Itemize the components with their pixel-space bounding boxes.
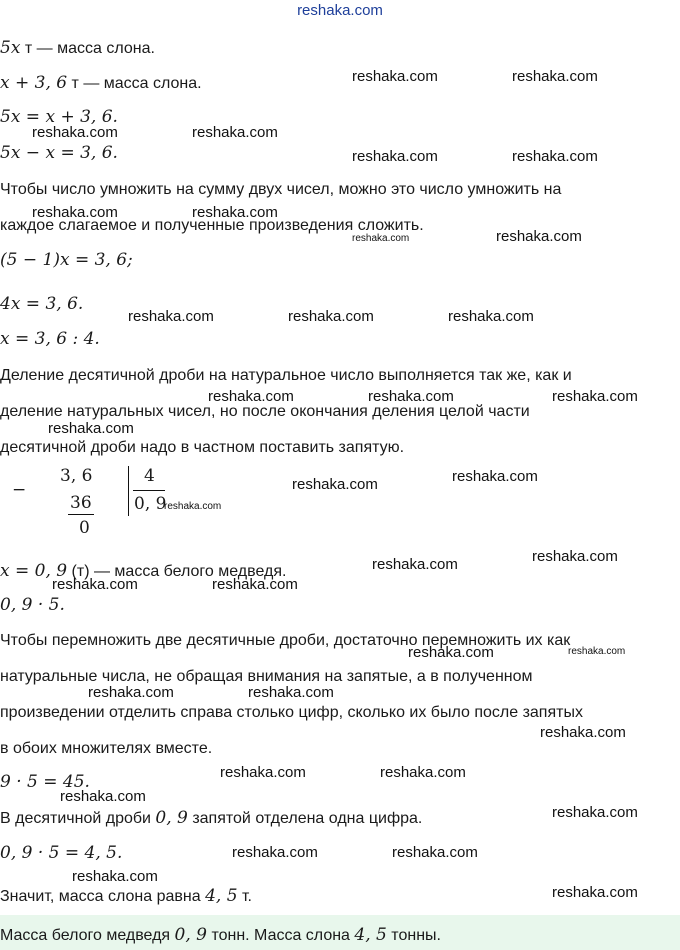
- rule-division-1: [0, 366, 572, 386]
- text: тонн. Масса слона: [207, 927, 355, 944]
- math: (5 − 1)x = 3, 6;: [0, 250, 133, 270]
- watermark: reshaka.com: [164, 501, 222, 512]
- watermark: reshaka.com: [288, 308, 374, 325]
- watermark: reshaka.com: [128, 308, 214, 325]
- text: Масса белого медведя: [0, 927, 175, 944]
- watermark: reshaka.com: [448, 308, 534, 325]
- equation-6: [0, 595, 65, 616]
- text: (т) — масса белого медведя.: [67, 563, 287, 580]
- text: каждое слагаемое и полученные произведения сложить.: [0, 217, 424, 234]
- text: В десятичной дроби: [0, 810, 156, 827]
- math: x = 0, 9: [0, 561, 68, 581]
- watermark: reshaka.com: [368, 388, 454, 405]
- text: т — масса слона.: [20, 40, 155, 57]
- watermark: reshaka.com: [552, 884, 638, 901]
- watermark: reshaka.com: [220, 764, 306, 781]
- rule-division-3: [0, 438, 404, 458]
- divisor: 4: [144, 466, 155, 486]
- watermark: reshaka.com: [512, 68, 598, 85]
- math: 9 · 5 = 45.: [0, 772, 90, 792]
- watermark: reshaka.com: [552, 388, 638, 405]
- text: тонны.: [386, 927, 441, 944]
- text: т — масса слона.: [67, 75, 202, 92]
- equation-4: [0, 294, 83, 315]
- rule-multiply-4: [0, 739, 212, 759]
- math: 0, 9 · 5 = 4, 5.: [0, 843, 123, 863]
- site-logo[interactable]: reshaka.com: [297, 2, 383, 19]
- math: x = 3, 6 : 4.: [0, 329, 100, 349]
- math: 4, 5: [205, 886, 238, 906]
- watermark: reshaka.com: [232, 844, 318, 861]
- watermark: reshaka.com: [372, 556, 458, 573]
- remainder: 0: [79, 518, 90, 538]
- rule-division-2: [0, 402, 530, 422]
- text: деление натуральных чисел, но после окончания деления целой части: [0, 403, 530, 420]
- watermark: reshaka.com: [392, 844, 478, 861]
- text: Чтобы число умножить на сумму двух чисел, можно это число умножить на: [0, 181, 562, 198]
- rule-text-1: [0, 180, 561, 200]
- watermark: reshaka.com: [352, 68, 438, 85]
- watermark: reshaka.com: [568, 646, 626, 657]
- watermark: reshaka.com: [248, 684, 334, 701]
- math: 5x − x = 3, 6.: [0, 143, 118, 163]
- text: десятичной дроби надо в частном поставить запятую.: [0, 439, 405, 456]
- math: 0, 9: [155, 808, 188, 828]
- line-elephant-mass-1: [0, 38, 155, 59]
- line-elephant-mass-2: [0, 73, 202, 94]
- text: т.: [237, 888, 252, 905]
- watermark: reshaka.com: [532, 548, 618, 565]
- text: в обоих множителях вместе.: [0, 740, 213, 757]
- watermark: reshaka.com: [512, 148, 598, 165]
- math: 4x = 3, 6.: [0, 294, 84, 314]
- watermark: reshaka.com: [52, 576, 138, 593]
- watermark: reshaka.com: [48, 420, 134, 437]
- watermark: reshaka.com: [192, 124, 278, 141]
- quotient: 0, 9: [134, 494, 167, 514]
- watermark: reshaka.com: [32, 204, 118, 221]
- watermark: reshaka.com: [540, 724, 626, 741]
- watermark: reshaka.com: [352, 148, 438, 165]
- watermark: reshaka.com: [496, 228, 582, 245]
- watermark: reshaka.com: [208, 388, 294, 405]
- divisor-underline: [133, 490, 165, 491]
- watermark: reshaka.com: [292, 476, 378, 493]
- text: запятой отделена одна цифра.: [187, 810, 423, 827]
- text: произведении отделить справа столько цифр, сколько их было после запятых: [0, 704, 583, 721]
- watermark: reshaka.com: [380, 764, 466, 781]
- math: 5x: [0, 38, 21, 58]
- line-conclusion: [0, 886, 252, 907]
- watermark: reshaka.com: [408, 644, 494, 661]
- watermark: reshaka.com: [192, 204, 278, 221]
- math: 0, 9 · 5.: [0, 595, 65, 615]
- equation-2: [0, 143, 118, 164]
- text: Значит, масса слона равна: [0, 888, 206, 905]
- math: 5x = x + 3, 6.: [0, 107, 118, 127]
- text: Чтобы перемножить две десятичные дроби, достаточно перемножить их как: [0, 632, 571, 649]
- math: x + 3, 6: [0, 73, 68, 93]
- math: 0, 9: [174, 925, 207, 945]
- math: 4, 5: [354, 925, 387, 945]
- watermark: reshaka.com: [88, 684, 174, 701]
- watermark: reshaka.com: [32, 124, 118, 141]
- equation-5: [0, 329, 100, 350]
- text: Деление десятичной дроби на натуральное число выполняется так же, как и: [0, 367, 572, 384]
- equation-3: [0, 250, 133, 271]
- answer-text: [0, 925, 441, 945]
- watermark: reshaka.com: [452, 468, 538, 485]
- subtrahend-underline: [68, 514, 94, 515]
- equation-8: [0, 843, 122, 864]
- watermark: reshaka.com: [72, 868, 158, 885]
- dividend: 3, 6: [60, 466, 93, 486]
- text: натуральные числа, не обращая внимания на запятые, а в полученном: [0, 668, 533, 685]
- watermark: reshaka.com: [60, 788, 146, 805]
- watermark: reshaka.com: [212, 576, 298, 593]
- watermark: reshaka.com: [352, 233, 410, 244]
- division-vertical-line: [128, 466, 129, 516]
- rule-multiply-3: [0, 703, 583, 723]
- subtrahend: 36: [70, 493, 92, 513]
- division-minus: −: [12, 480, 27, 500]
- line-decimal-note: [0, 808, 422, 829]
- watermark: reshaka.com: [552, 804, 638, 821]
